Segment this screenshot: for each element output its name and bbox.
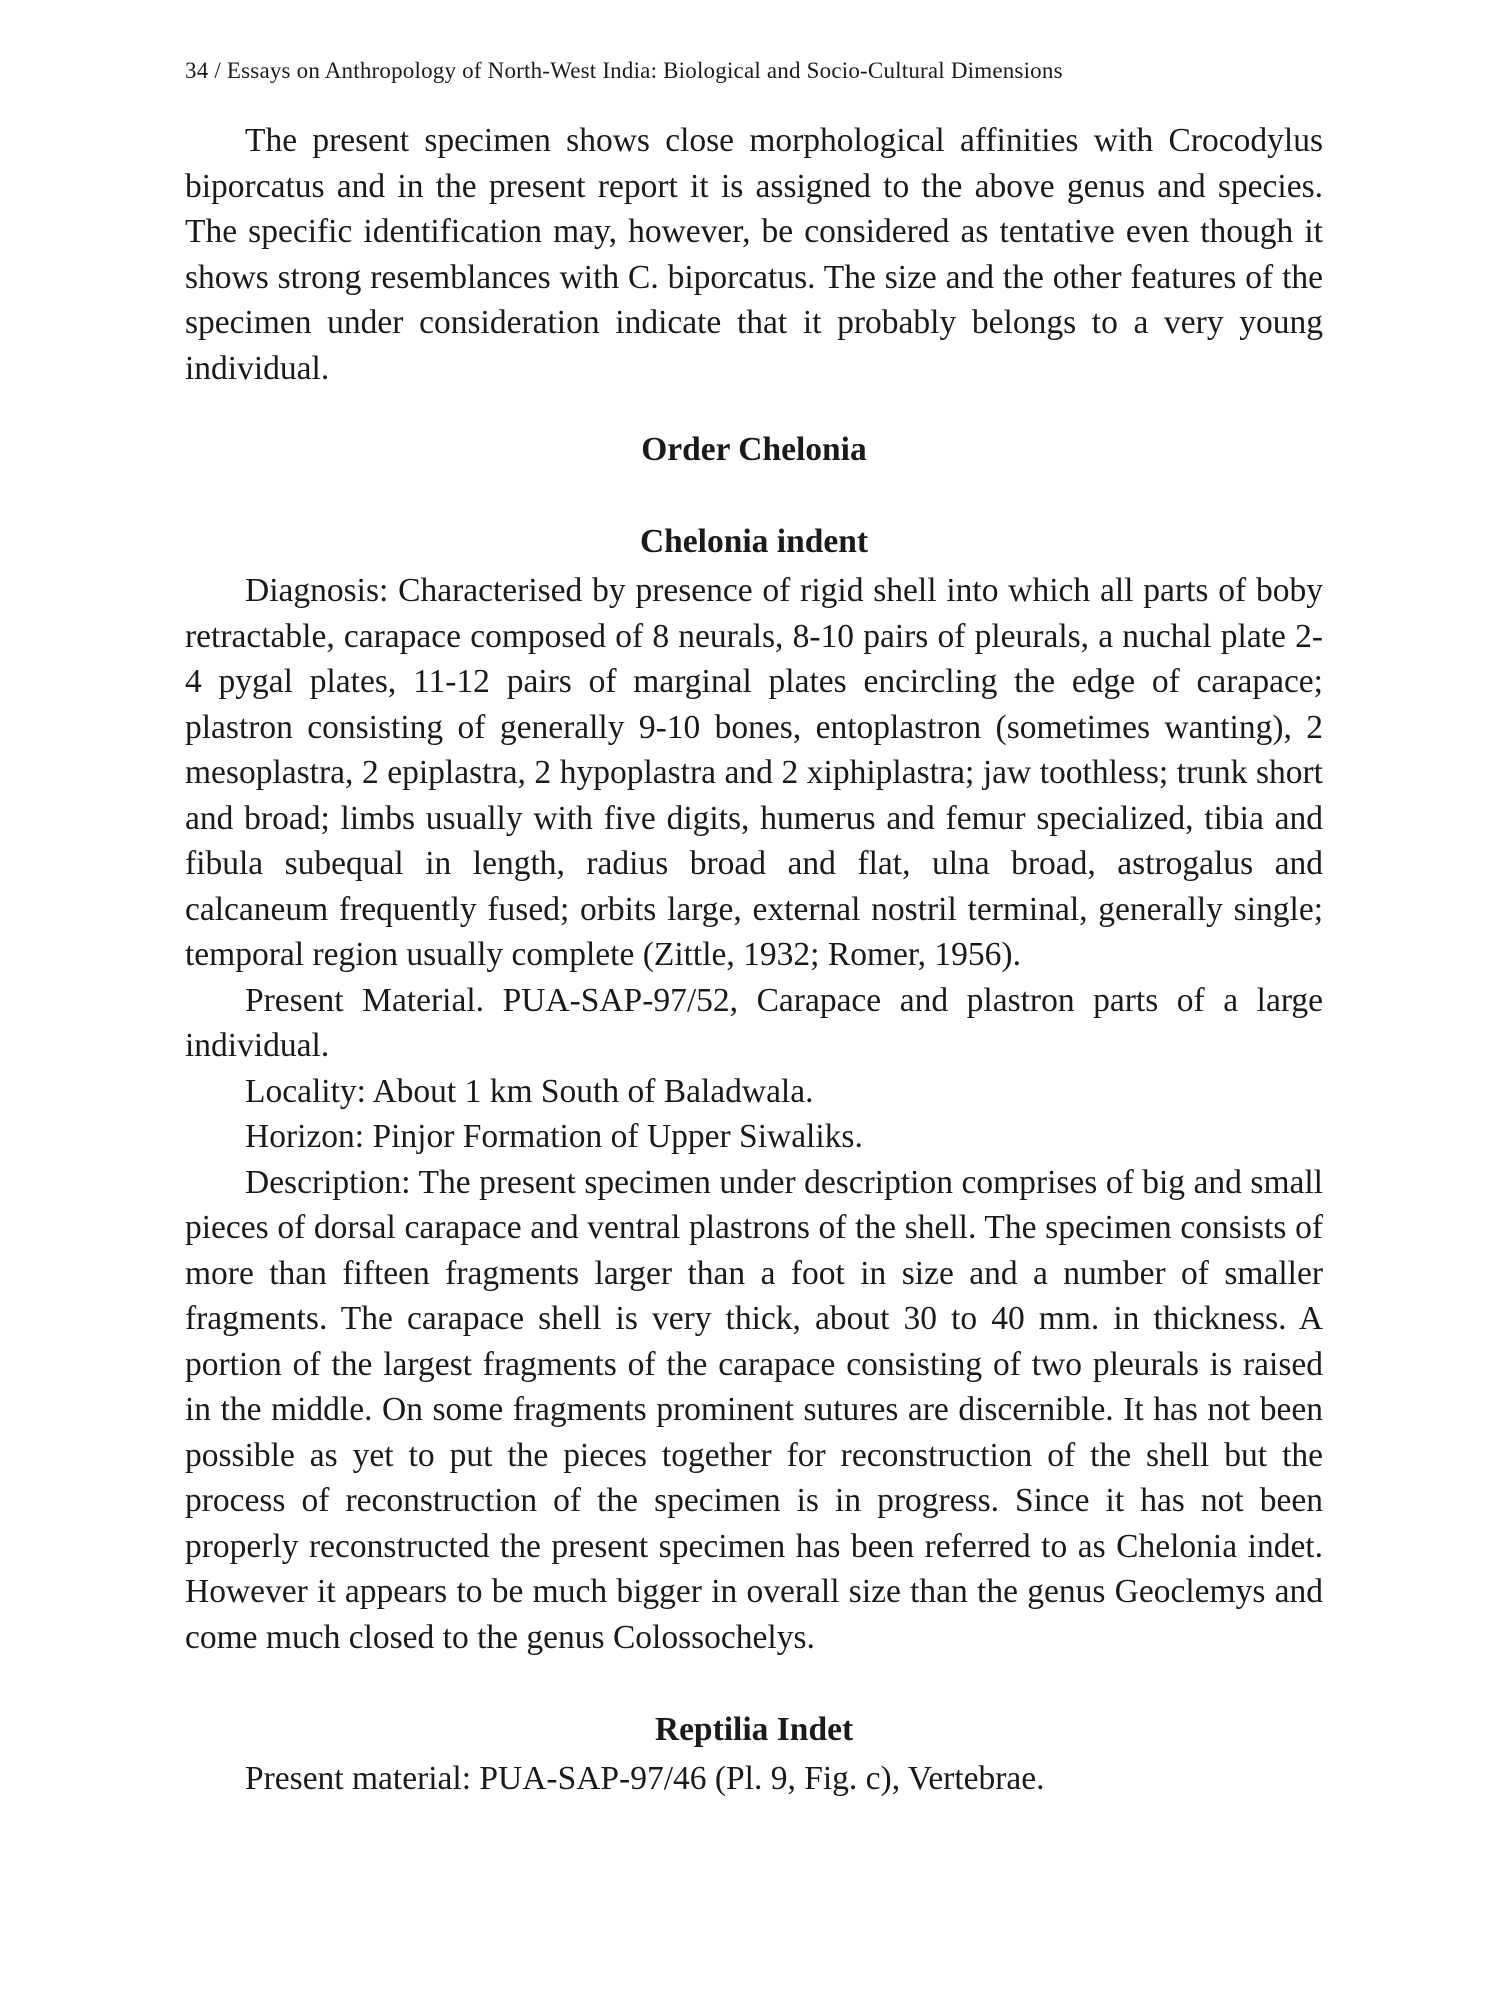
reptilia-material-line: Present material: PUA-SAP-97/46 (Pl. 9, Fig. c), Vertebrae. bbox=[245, 1760, 1045, 1797]
description-paragraph: Description: The present specimen under description comprises of big and small pieces of dorsal carapace and ventral plastrons of the shell. The specimen consists of more than fifteen fragments larger than a foot in size and a number of smaller fragments. The carapace shell is very thick, about 30 to 40 mm. in thickness. A portion of the largest fragments of the carapace consisting of two pleurals is raised in the middle. On some fragments prominent sutures are discernible. It has not been possible as yet to put the pieces together for reconstruction of the shell but the process of reconstruction of the specimen is in progress. Since it has not been properly reconstructed the present specimen has been referred to as Chelonia indet. However it appears to be much bigger in overall size than the genus Geoclemys and come much closed to the genus Colossochelys. bbox=[185, 1163, 1323, 1656]
intro-paragraph: The present specimen shows close morphological affinities with Crocodylus biporcatus and in the present report it is assigned to the above genus and species. The specific identification may, however, be considered as tentative even though it shows strong resemblances with C. biporcatus. The size and the other features of the specimen under consideration indicate that it probably belongs to a very young individual. bbox=[185, 122, 1323, 387]
heading-chelonia-indent: Chelonia indent bbox=[639, 523, 869, 560]
present-material-paragraph: Present Material. PUA-SAP-97/52, Carapace and plastron parts of a large individual. bbox=[185, 981, 1323, 1064]
horizon-line: Horizon: Pinjor Formation of Upper Siwaliks. bbox=[245, 1118, 863, 1155]
document-page bbox=[185, 58, 1323, 1802]
running-header: 34 / Essays on Anthropology of North-West India: Biological and Socio-Cultural Dimensions bbox=[185, 58, 1063, 83]
locality-line: Locality: About 1 km South of Baladwala. bbox=[245, 1072, 814, 1110]
heading-reptilia-indet: Reptilia Indet bbox=[654, 1711, 854, 1748]
heading-order-chelonia: Order Chelonia bbox=[641, 431, 867, 468]
diagnosis-paragraph: Diagnosis: Characterised by presence of rigid shell into which all parts of boby retractable, carapace composed of 8 neurals, 8-10 pairs of pleurals, a nuchal plate 2-4 pygal plates, 11-12 pairs of marginal plates encircling the edge of carapace; plastron consisting of generally 9-10 bones, entoplastron (sometimes wanting), 2 mesoplastra, 2 epiplastra, 2 hypoplastra and 2 xiphiplastra; jaw toothless; trunk short and broad; limbs usually with five digits, humerus and femur specialized, tibia and fibula subequal in length, radius broad and flat, ulna broad, astrogalus and calcaneum frequently fused; orbits large, external nostril terminal, generally single; temporal region usually complete (Zittle, 1932; Romer, 1956). bbox=[185, 572, 1323, 973]
